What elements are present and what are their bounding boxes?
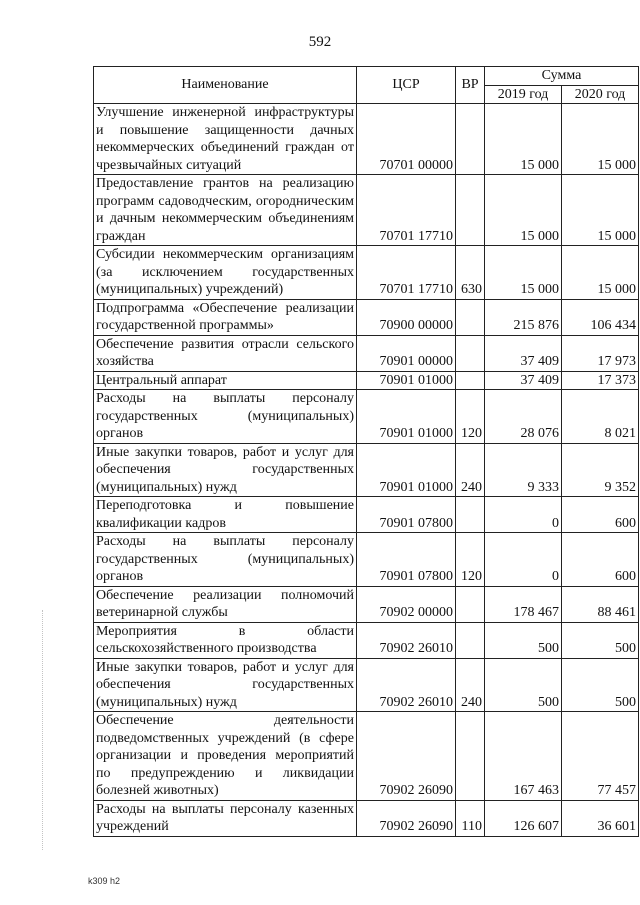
row-sum-2020: 106 434 xyxy=(562,299,639,335)
row-sum-2020: 77 457 xyxy=(562,712,639,801)
row-sum-2019: 0 xyxy=(485,497,562,533)
row-csr: 70701 17710 xyxy=(357,175,456,246)
row-csr: 70902 26090 xyxy=(357,800,456,836)
row-name: Иные закупки товаров, работ и услуг для обеспечения государственных (муниципальных) нужд xyxy=(94,658,357,712)
row-name: Обеспечение реализации полномочий ветеринарной службы xyxy=(94,586,357,622)
row-sum-2019: 37 409 xyxy=(485,371,562,390)
row-name: Обеспечение развития отрасли сельского хозяйства xyxy=(94,335,357,371)
header-year-2019: 2019 год xyxy=(485,85,562,104)
header-sum: Сумма xyxy=(485,67,639,86)
header-name: Наименование xyxy=(94,67,357,104)
row-csr: 70902 00000 xyxy=(357,586,456,622)
row-sum-2020: 500 xyxy=(562,658,639,712)
row-sum-2020: 500 xyxy=(562,622,639,658)
row-name: Предоставление грантов на реализацию программ садоводческим, огородническим и дачным некоммерческим объединениям граждан xyxy=(94,175,357,246)
row-csr: 70901 01000 xyxy=(357,390,456,444)
row-vr xyxy=(456,175,485,246)
row-csr: 70900 00000 xyxy=(357,299,456,335)
row-name: Расходы на выплаты персоналу казенных учреждений xyxy=(94,800,357,836)
row-sum-2019: 37 409 xyxy=(485,335,562,371)
row-csr: 70901 00000 xyxy=(357,335,456,371)
table-row xyxy=(94,371,639,390)
row-sum-2020: 15 000 xyxy=(562,175,639,246)
row-vr: 120 xyxy=(456,533,485,587)
row-vr xyxy=(456,371,485,390)
row-name: Расходы на выплаты персоналу государственных (муниципальных) органов xyxy=(94,390,357,444)
budget-table xyxy=(93,66,639,837)
row-vr: 120 xyxy=(456,390,485,444)
row-name: Обеспечение деятельности подведомственных учреждений (в сфере организации и проведения мероприятий по предупреждению и ликвидации болезней животных) xyxy=(94,712,357,801)
row-name: Субсидии некоммерческим организациям (за исключением государственных (муниципальных) учреждений) xyxy=(94,246,357,300)
table-row xyxy=(94,335,639,371)
table-row xyxy=(94,586,639,622)
table-row xyxy=(94,800,639,836)
table-row xyxy=(94,658,639,712)
row-csr: 70901 07800 xyxy=(357,533,456,587)
row-vr: 630 xyxy=(456,246,485,300)
row-name: Подпрограмма «Обеспечение реализации государственной программы» xyxy=(94,299,357,335)
row-sum-2019: 15 000 xyxy=(485,175,562,246)
row-sum-2020: 36 601 xyxy=(562,800,639,836)
row-name: Переподготовка и повышение квалификации кадров xyxy=(94,497,357,533)
table-body xyxy=(94,104,639,837)
row-sum-2019: 500 xyxy=(485,658,562,712)
header-year-2020: 2020 год xyxy=(562,85,639,104)
row-sum-2019: 15 000 xyxy=(485,104,562,175)
row-vr xyxy=(456,497,485,533)
row-sum-2020: 15 000 xyxy=(562,246,639,300)
footer-code: k309 h2 xyxy=(88,876,121,886)
row-sum-2020: 15 000 xyxy=(562,104,639,175)
row-csr: 70902 26090 xyxy=(357,712,456,801)
table-row xyxy=(94,299,639,335)
row-sum-2020: 88 461 xyxy=(562,586,639,622)
table-row xyxy=(94,712,639,801)
row-csr: 70701 17710 xyxy=(357,246,456,300)
row-csr: 70701 00000 xyxy=(357,104,456,175)
row-vr: 240 xyxy=(456,443,485,497)
row-name: Расходы на выплаты персоналу государственных (муниципальных) органов xyxy=(94,533,357,587)
margin-scan-marks xyxy=(42,610,46,850)
header-vr: ВР xyxy=(456,67,485,104)
row-csr: 70901 01000 xyxy=(357,443,456,497)
table-row xyxy=(94,533,639,587)
row-vr xyxy=(456,299,485,335)
row-vr xyxy=(456,622,485,658)
table-row xyxy=(94,104,639,175)
row-sum-2020: 8 021 xyxy=(562,390,639,444)
row-vr: 110 xyxy=(456,800,485,836)
row-vr: 240 xyxy=(456,658,485,712)
row-sum-2019: 178 467 xyxy=(485,586,562,622)
page-number: 592 xyxy=(308,34,332,50)
table-row xyxy=(94,390,639,444)
row-sum-2020: 600 xyxy=(562,533,639,587)
row-sum-2019: 9 333 xyxy=(485,443,562,497)
row-vr xyxy=(456,712,485,801)
row-sum-2019: 0 xyxy=(485,533,562,587)
row-vr xyxy=(456,104,485,175)
row-sum-2019: 500 xyxy=(485,622,562,658)
row-vr xyxy=(456,586,485,622)
row-name: Улучшение инженерной инфраструктуры и повышение защищенности дачных некоммерческих объединений граждан от чрезвычайных ситуаций xyxy=(94,104,357,175)
header-row xyxy=(94,67,639,86)
row-csr: 70902 26010 xyxy=(357,658,456,712)
row-csr: 70902 26010 xyxy=(357,622,456,658)
table-row xyxy=(94,443,639,497)
row-sum-2019: 15 000 xyxy=(485,246,562,300)
row-name: Иные закупки товаров, работ и услуг для обеспечения государственных (муниципальных) нужд xyxy=(94,443,357,497)
row-name: Мероприятия в области сельскохозяйственного производства xyxy=(94,622,357,658)
row-sum-2020: 9 352 xyxy=(562,443,639,497)
row-sum-2019: 126 607 xyxy=(485,800,562,836)
row-sum-2020: 600 xyxy=(562,497,639,533)
row-csr: 70901 01000 xyxy=(357,371,456,390)
row-sum-2020: 17 373 xyxy=(562,371,639,390)
row-vr xyxy=(456,335,485,371)
table-row xyxy=(94,497,639,533)
row-name: Центральный аппарат xyxy=(94,371,357,390)
row-sum-2019: 215 876 xyxy=(485,299,562,335)
row-sum-2020: 17 973 xyxy=(562,335,639,371)
row-sum-2019: 28 076 xyxy=(485,390,562,444)
table-row xyxy=(94,246,639,300)
table-row xyxy=(94,175,639,246)
table-row xyxy=(94,622,639,658)
row-sum-2019: 167 463 xyxy=(485,712,562,801)
header-csr: ЦСР xyxy=(357,67,456,104)
row-csr: 70901 07800 xyxy=(357,497,456,533)
